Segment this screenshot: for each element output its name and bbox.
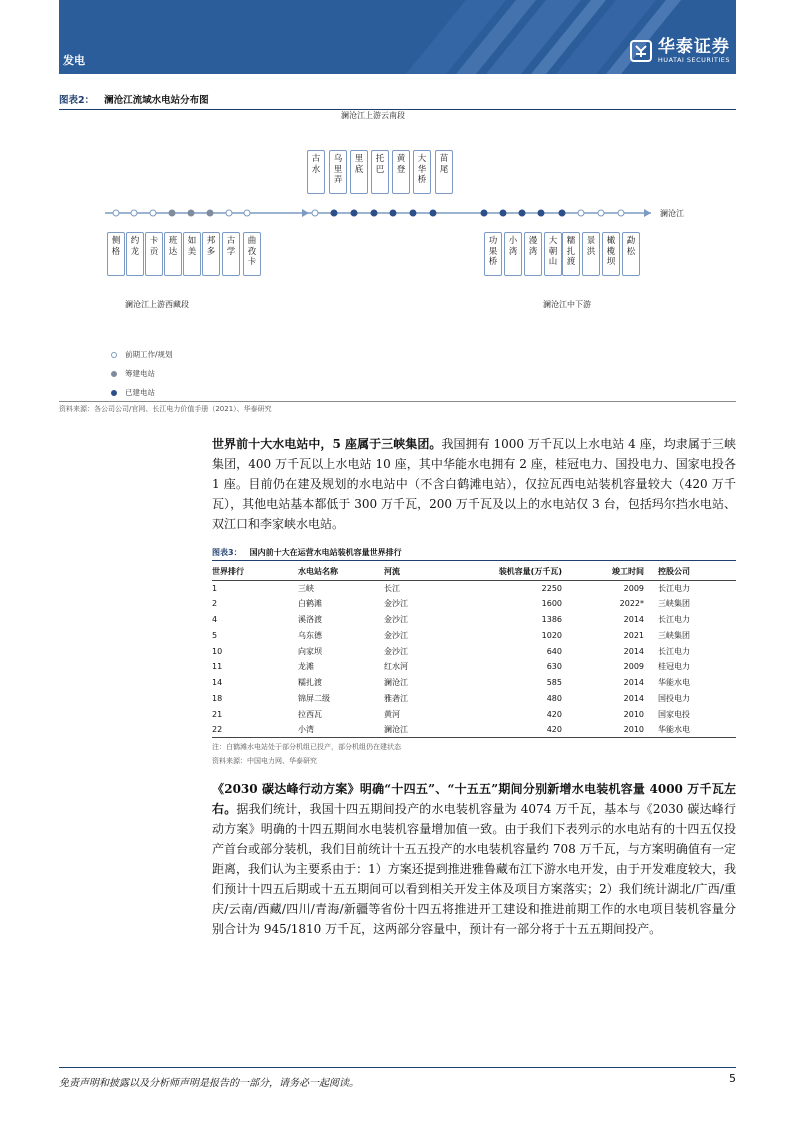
cell-rank: 22 (212, 722, 298, 738)
cell-year: 2010 (623, 709, 644, 719)
cell-owner: 国家电投 (658, 709, 690, 719)
cell-name: 龙滩 (298, 662, 314, 672)
cell-river: 金沙江 (384, 599, 408, 609)
cell-capacity: 640 (546, 646, 562, 656)
cell-capacity: 1020 (541, 630, 562, 640)
figure3-source: 资料来源：中国电力网、华泰研究 (212, 757, 317, 765)
col-rank-header: 世界排行 (212, 564, 298, 580)
station-dot-building (188, 210, 194, 216)
cell-river: 金沙江 (384, 646, 408, 656)
station-label: 橄榄坝 (602, 232, 620, 276)
figure2-title-text: 澜沧江流域水电站分布图 (104, 95, 209, 106)
cell-name: 拉西瓦 (298, 709, 322, 719)
station-dot-built (559, 210, 565, 216)
cell-year: 2010 (562, 722, 644, 738)
station-label: 里底 (350, 150, 368, 194)
cell-owner: 华能水电 (644, 722, 736, 738)
cell-river: 长江 (384, 583, 400, 593)
cell-rank: 1 (212, 583, 218, 593)
station-dot-built (430, 210, 436, 216)
station-label: 曲孜卡 (243, 232, 261, 276)
cell-owner: 三峡集团 (658, 630, 690, 640)
huatai-logo-icon (630, 40, 652, 62)
station-label: 苗尾 (435, 150, 453, 194)
cell-capacity: 1600 (541, 599, 562, 609)
report-header (59, 0, 736, 74)
cell-river: 澜沧江 (384, 678, 408, 688)
station-label: 勐松 (622, 232, 640, 276)
table-row (212, 627, 736, 643)
col-owner-header: 控股公司 (644, 564, 736, 580)
river-label: 澜沧江 (660, 209, 684, 218)
cell-name: 三峡 (298, 583, 314, 593)
station-dot-built (351, 210, 357, 216)
table-header-row (212, 564, 736, 580)
table-row (212, 596, 736, 612)
table-row (212, 643, 736, 659)
cell-owner: 三峡集团 (658, 599, 690, 609)
station-label: 班达 (164, 232, 182, 276)
station-label: 糯扎渡 (562, 232, 580, 276)
cell-rank: 2 (212, 599, 218, 609)
table-row (212, 612, 736, 628)
station-dot-planning (150, 210, 156, 216)
cell-capacity: 2250 (541, 583, 562, 593)
paragraph-top-ten (212, 434, 736, 534)
station-label: 邦多 (202, 232, 220, 276)
paragraph-top-ten-lead: 世界前十大水电站中，5 座属于三峡集团。 (212, 437, 442, 451)
figure3-label: 图表3： (212, 548, 242, 557)
station-label: 景洪 (582, 232, 600, 276)
cell-year: 2009 (623, 662, 644, 672)
station-dot-built (410, 210, 416, 216)
station-dot-planning (226, 210, 232, 216)
figure3-note: 注：白鹤滩水电站处于部分机组已投产，部分机组仍在建状态 (212, 743, 401, 751)
station-dot-planning (578, 210, 584, 216)
station-dot-planning (131, 210, 137, 216)
huatai-logo (630, 38, 730, 64)
station-dot-built (390, 210, 396, 216)
section-label: 发电 (63, 54, 85, 67)
logo-text-en: HUATAI SECURITIES (657, 56, 730, 64)
station-label: 功果桥 (484, 232, 502, 276)
cell-owner: 桂冠电力 (658, 662, 690, 672)
station-label: 如美 (183, 232, 201, 276)
table-row (212, 706, 736, 722)
cell-owner: 长江电力 (658, 614, 690, 624)
station-label: 漫湾 (524, 232, 542, 276)
cell-rank: 18 (212, 693, 223, 703)
footer-divider (59, 1067, 736, 1068)
station-label: 古水 (307, 150, 325, 194)
legend-planning-label: 前期工作/规划 (125, 350, 173, 359)
cell-capacity: 480 (546, 693, 562, 703)
cell-river: 雅砻江 (384, 693, 408, 703)
cell-owner: 长江电力 (658, 646, 690, 656)
station-label: 小湾 (504, 232, 522, 276)
legend-planning (111, 349, 173, 360)
station-dot-planning (618, 210, 624, 216)
logo-text-cn: 华泰证券 (657, 37, 730, 57)
cell-year: 2014 (623, 614, 644, 624)
figure2-source-divider (59, 401, 736, 402)
station-dot-built (331, 210, 337, 216)
cell-capacity: 420 (546, 709, 562, 719)
cell-rank: 5 (212, 630, 218, 640)
paragraph-top-ten-body: 我国拥有 1000 万千瓦以上水电站 4 座，均隶属于三峡集团，400 万千瓦以上水电站 10 座，其中华能水电拥有 2 座，桂冠电力、国投电力、国家电投各 1 座。目前仍在建及规划的水电站中（不含白鹤滩电站），仅拉瓦西电站装机容量较大（420 万千瓦），其他电站基本都低于 300 万千瓦，200 万千瓦及以上的水电站仅 3 台，包括玛尔挡水电站、双江口和李家峡水电站。 (212, 437, 736, 531)
figure2-source: 资料来源：各公司公司/官网、长江电力价值手册（2021）、华泰研究 (59, 405, 272, 413)
station-label: 卡贡 (145, 232, 163, 276)
station-label: 侧格 (107, 232, 125, 276)
station-label: 古学 (222, 232, 240, 276)
cell-river: 澜沧江 (384, 722, 464, 738)
cell-rank: 11 (212, 662, 223, 672)
cell-year: 2009 (623, 583, 644, 593)
cell-rank: 14 (212, 678, 223, 688)
cell-river: 黄河 (384, 709, 400, 719)
legend-building-label: 筹建电站 (125, 369, 155, 378)
figure3-title (212, 547, 736, 561)
legend-building-dot (111, 371, 117, 377)
cell-name: 向家坝 (298, 646, 322, 656)
col-name-header: 水电站名称 (298, 564, 384, 580)
segment-label-yunnan: 澜沧江上游云南段 (341, 111, 405, 120)
hydropower-ranking-table (212, 564, 736, 738)
station-dot-building (169, 210, 175, 216)
page-number: 5 (729, 1072, 736, 1085)
legend-building (111, 368, 155, 379)
paragraph-carbon-peak (212, 779, 736, 939)
station-dot-built (371, 210, 377, 216)
station-dot-building (207, 210, 213, 216)
station-label: 大华桥 (413, 150, 431, 194)
cell-name: 糯扎渡 (298, 678, 322, 688)
river-arrow-mid (302, 209, 309, 217)
legend-built (111, 387, 155, 398)
cell-capacity: 630 (546, 662, 562, 672)
table-row (212, 691, 736, 707)
hydropower-distribution-diagram (59, 106, 736, 400)
cell-owner: 国投电力 (658, 693, 690, 703)
station-dot-planning (244, 210, 250, 216)
cell-name: 白鹤滩 (298, 599, 322, 609)
cell-rank: 21 (212, 709, 223, 719)
paragraph-carbon-peak-lead: 《2030 碳达峰行动方案》明确“十四五”、“十五五”期间分别新增水电装机容量 4000 万千瓦左右。 (212, 782, 736, 816)
cell-owner: 长江电力 (658, 583, 690, 593)
col-year-header: 竣工时间 (562, 564, 644, 580)
col-capacity-header: 装机容量(万千瓦) (464, 564, 562, 580)
legend-planning-dot (111, 352, 117, 358)
station-dot-built (500, 210, 506, 216)
station-dot-built (481, 210, 487, 216)
river-arrow-end (644, 209, 651, 217)
cell-rank: 10 (212, 646, 223, 656)
cell-capacity: 585 (546, 678, 562, 688)
station-dot-planning (113, 210, 119, 216)
table-row (212, 659, 736, 675)
col-river-header: 河流 (384, 564, 464, 580)
cell-river: 金沙江 (384, 614, 408, 624)
cell-river: 红水河 (384, 662, 408, 672)
legend-built-label: 已建电站 (125, 388, 155, 397)
station-label: 托巴 (371, 150, 389, 194)
cell-name: 小湾 (298, 722, 384, 738)
cell-year: 2014 (623, 646, 644, 656)
cell-rank: 4 (212, 614, 218, 624)
station-label: 约龙 (126, 232, 144, 276)
figure3-title-text: 国内前十大在运营水电站装机容量世界排行 (249, 548, 402, 557)
station-dot-planning (312, 210, 318, 216)
figure2-label: 图表2： (59, 95, 95, 106)
cell-capacity: 420 (464, 722, 562, 738)
cell-owner: 华能水电 (658, 678, 690, 688)
cell-capacity: 1386 (541, 614, 562, 624)
station-label: 黄登 (392, 150, 410, 194)
cell-year: 2014 (623, 693, 644, 703)
station-label: 大朝山 (544, 232, 562, 276)
station-dot-built (519, 210, 525, 216)
station-dot-built (538, 210, 544, 216)
segment-label-tibet: 澜沧江上游西藏段 (125, 300, 189, 309)
station-label: 乌里弄 (329, 150, 347, 194)
cell-year: 2022* (619, 599, 644, 609)
table-row (212, 580, 736, 596)
cell-name: 锦屏二级 (298, 693, 330, 703)
cell-name: 溪洛渡 (298, 614, 322, 624)
cell-river: 金沙江 (384, 630, 408, 640)
paragraph-carbon-peak-body: 据我们统计，我国十四五期间投产的水电装机容量为 4074 万千瓦，基本与《2030 碳达峰行动方案》明确的十四五期间水电装机容量增加值一致。由于我们下表列示的水电站有的十四五仅投产首台或部分装机，我们目前统计十五五投产的水电装机容量约 708 万千瓦，与方案明确值有一定距离，我们认为主要系由于：1）方案还提到推进雅鲁藏布江下游水电开发，由于开发难度较大，我们预计十四五后期或十五五期间可以看到相关开发主体及项目方案落实；2）我们统计湖北/广西/重庆/云南/西藏/四川/青海/新疆等省份十四五将推进开工建设和推进前期工作的水电项目装机容量分别合计为 945/1810 万千瓦，这两部分容量中，预计有一部分将于十五五期间投产。 (212, 802, 736, 936)
station-dot-planning (598, 210, 604, 216)
cell-year: 2021 (623, 630, 644, 640)
table-row (212, 722, 736, 738)
segment-label-lower: 澜沧江中下游 (543, 300, 591, 309)
legend-built-dot (111, 390, 117, 396)
cell-year: 2014 (623, 678, 644, 688)
cell-name: 乌东德 (298, 630, 322, 640)
table-row (212, 675, 736, 691)
footer-disclaimer: 免责声明和披露以及分析师声明是报告的一部分，请务必一起阅读。 (59, 1078, 359, 1089)
